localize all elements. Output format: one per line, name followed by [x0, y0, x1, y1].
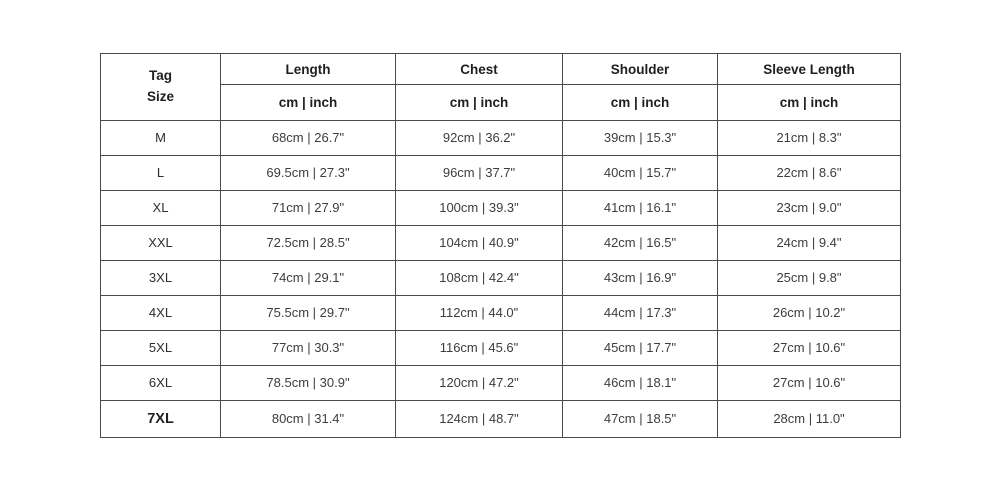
- shoulder-value: 45cm | 17.7": [563, 330, 718, 365]
- length-value: 69.5cm | 27.3": [221, 155, 396, 190]
- size-chart: [100, 53, 900, 438]
- sleeve-length-value: 24cm | 9.4": [718, 225, 901, 260]
- length-value: 80cm | 31.4": [221, 400, 396, 437]
- length-value: 72.5cm | 28.5": [221, 225, 396, 260]
- column-header-length: Length: [221, 54, 396, 85]
- size-label: XXL: [101, 225, 221, 260]
- sleeve-length-value: 26cm | 10.2": [718, 295, 901, 330]
- column-header-row: [101, 54, 901, 85]
- table-row: [101, 365, 901, 400]
- shoulder-value: 42cm | 16.5": [563, 225, 718, 260]
- shoulder-value: 44cm | 17.3": [563, 295, 718, 330]
- size-chart-table: [100, 53, 901, 438]
- shoulder-value: 39cm | 15.3": [563, 121, 718, 156]
- sleeve-length-value: 23cm | 9.0": [718, 190, 901, 225]
- chest-value: 116cm | 45.6": [396, 330, 563, 365]
- tag-size-line-1: Tag: [149, 68, 172, 84]
- chest-value: 96cm | 37.7": [396, 155, 563, 190]
- table-row: [101, 225, 901, 260]
- sleeve-length-value: 27cm | 10.6": [718, 330, 901, 365]
- chest-value: 100cm | 39.3": [396, 190, 563, 225]
- shoulder-value: 46cm | 18.1": [563, 365, 718, 400]
- table-row: [101, 190, 901, 225]
- unit-header-chest: cm | inch: [396, 85, 563, 121]
- length-value: 78.5cm | 30.9": [221, 365, 396, 400]
- size-label: XL: [101, 190, 221, 225]
- sleeve-length-value: 28cm | 11.0": [718, 400, 901, 437]
- length-value: 68cm | 26.7": [221, 121, 396, 156]
- size-label: 7XL: [101, 400, 221, 437]
- sleeve-length-value: 22cm | 8.6": [718, 155, 901, 190]
- size-label: 6XL: [101, 365, 221, 400]
- column-header-chest: Chest: [396, 54, 563, 85]
- unit-header-sleeve-length: cm | inch: [718, 85, 901, 121]
- unit-header-row: [101, 85, 901, 121]
- table-row: [101, 155, 901, 190]
- tag-size-header: [101, 54, 221, 121]
- size-label: 3XL: [101, 260, 221, 295]
- shoulder-value: 41cm | 16.1": [563, 190, 718, 225]
- chest-value: 112cm | 44.0": [396, 295, 563, 330]
- sleeve-length-value: 27cm | 10.6": [718, 365, 901, 400]
- table-row: [101, 330, 901, 365]
- sleeve-length-value: 21cm | 8.3": [718, 121, 901, 156]
- length-value: 75.5cm | 29.7": [221, 295, 396, 330]
- length-value: 77cm | 30.3": [221, 330, 396, 365]
- tag-size-line-2: Size: [146, 89, 174, 104]
- table-row: [101, 400, 901, 437]
- size-label: L: [101, 155, 221, 190]
- unit-header-shoulder: cm | inch: [563, 85, 718, 121]
- size-label: 4XL: [101, 295, 221, 330]
- table-row: [101, 295, 901, 330]
- chest-value: 104cm | 40.9": [396, 225, 563, 260]
- table-row: [101, 260, 901, 295]
- shoulder-value: 40cm | 15.7": [563, 155, 718, 190]
- unit-header-length: cm | inch: [221, 85, 396, 121]
- column-header-sleeve-length: Sleeve Length: [718, 54, 901, 85]
- shoulder-value: 43cm | 16.9": [563, 260, 718, 295]
- shoulder-value: 47cm | 18.5": [563, 400, 718, 437]
- chest-value: 124cm | 48.7": [396, 400, 563, 437]
- chest-value: 108cm | 42.4": [396, 260, 563, 295]
- column-header-shoulder: Shoulder: [563, 54, 718, 85]
- chest-value: 92cm | 36.2": [396, 121, 563, 156]
- sleeve-length-value: 25cm | 9.8": [718, 260, 901, 295]
- table-row: [101, 121, 901, 156]
- length-value: 71cm | 27.9": [221, 190, 396, 225]
- chest-value: 120cm | 47.2": [396, 365, 563, 400]
- size-label: 5XL: [101, 330, 221, 365]
- size-label: M: [101, 121, 221, 156]
- length-value: 74cm | 29.1": [221, 260, 396, 295]
